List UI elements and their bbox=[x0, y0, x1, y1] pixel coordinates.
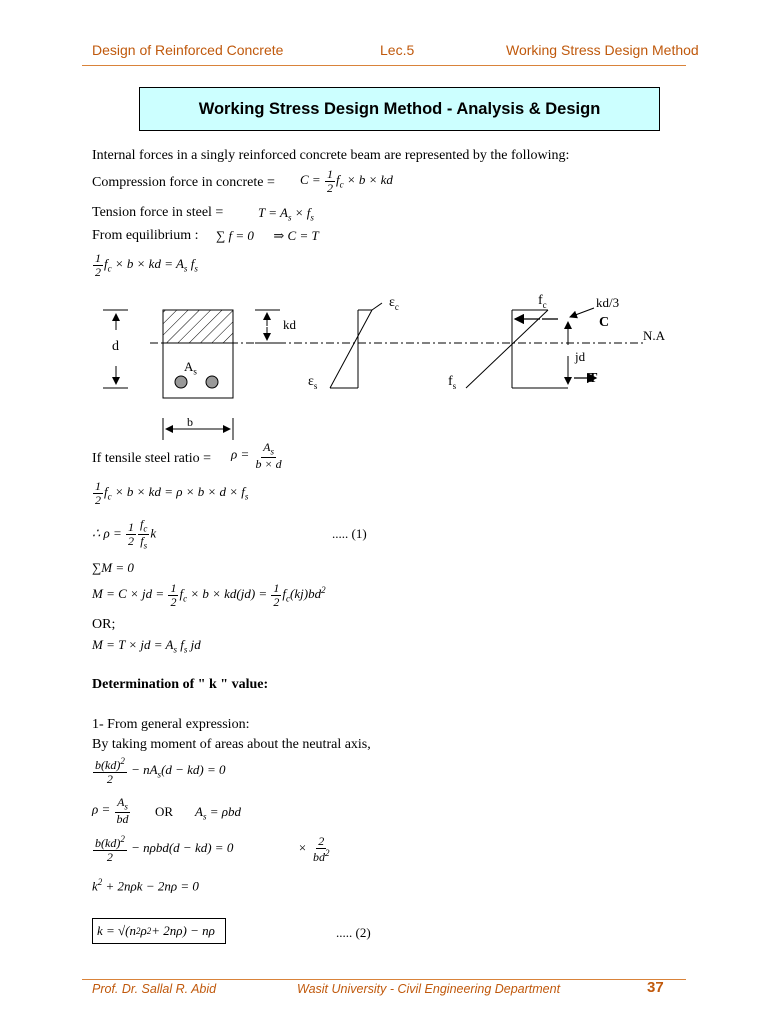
rho-expression-formula: ∴ ρ = $\frac{1}{2}$ $\frac{f_c}{f_s}$ k bbox=[92, 517, 157, 551]
label-concrete-strain: $\varepsilon_c$ bbox=[389, 295, 399, 312]
label-compression-force: C bbox=[599, 315, 610, 330]
strain-diagram bbox=[330, 303, 382, 388]
header-section-title: Working Stress Design Method bbox=[506, 42, 699, 58]
k-solution-formula-box: k = √(n 2 ρ 2 + 2nρ) − nρ bbox=[92, 918, 226, 944]
label-concrete-stress: $f_c$ bbox=[538, 293, 547, 310]
moment-tension-formula: M = T × jd = $A_s$ $f_s$ jd bbox=[92, 637, 201, 655]
equilibrium-formula: ∑ f = 0 ⇒ C = T bbox=[216, 228, 319, 243]
moment-compression-formula: M = C × jd = $\frac{1}{2}$ $f_c \times b \times kd(jd)$ = $\frac{1}{2}$ $f_c(kj)bd^2$ bbox=[92, 581, 326, 609]
label-tension-force: T bbox=[588, 371, 598, 386]
footer-rule bbox=[82, 979, 686, 980]
step-1-description: By taking moment of areas about the neutral axis, bbox=[92, 737, 371, 752]
steel-area-formula: $A_s = \rho bd$ bbox=[195, 804, 241, 822]
or-inline-label: OR bbox=[155, 804, 174, 819]
label-width: b bbox=[187, 415, 193, 429]
section-heading-k: Determination of " k " value: bbox=[92, 677, 269, 692]
label-steel-strain: $\varepsilon_s$ bbox=[308, 374, 318, 391]
rho-definition-formula: ρ = $\frac{A_s}{bd}$ bbox=[92, 795, 129, 826]
tension-label: Tension force in steel = bbox=[92, 205, 224, 220]
equilibrium-label: From equilibrium : bbox=[92, 228, 199, 243]
header-lecture-number: Lec.5 bbox=[380, 42, 415, 58]
intro-text: Internal forces in a singly reinforced concrete beam are represented by the following: bbox=[92, 148, 570, 163]
footer-author: Prof. Dr. Sallal R. Abid bbox=[92, 982, 217, 996]
rebar-right bbox=[206, 376, 218, 388]
page-title: Working Stress Design Method - Analysis & Design bbox=[139, 87, 660, 131]
compression-formula: C = $\frac{1}{2}$ $f_c \times b$ × kd bbox=[300, 167, 393, 195]
tension-formula: $T = A_s \times f_s$ bbox=[258, 205, 314, 223]
steel-ratio-formula: ρ = $\frac{A_s}{b \times d}$ bbox=[231, 440, 282, 471]
step-1-text: 1- From general expression: bbox=[92, 717, 250, 732]
quadratic-formula: $k^2 + 2n\rho k - 2n\rho = 0$ bbox=[92, 877, 199, 894]
kd-dimension bbox=[255, 310, 280, 343]
label-neutral-axis: N.A bbox=[643, 328, 666, 343]
label-kd-over-3: kd/3 bbox=[596, 295, 620, 310]
compression-label: Compression force in concrete = bbox=[92, 175, 275, 190]
width-dimension bbox=[163, 415, 233, 440]
tensile-ratio-label: If tensile steel ratio = bbox=[92, 451, 212, 466]
equilibrium-expanded-formula: $\frac{1}{2}$ $f_c \times b$ × kd = $A_s$ $f_s$ bbox=[95, 251, 198, 279]
label-depth: d bbox=[112, 339, 119, 354]
label-steel-stress: $f_s$ bbox=[448, 374, 457, 391]
neutral-axis-moment-formula: $\frac{b(kd)^2}{2}$ − $nA_s(d - kd) = 0$ bbox=[95, 756, 226, 786]
label-steel-area: $A_s$ bbox=[184, 359, 197, 377]
page-number: 37 bbox=[647, 979, 664, 996]
substituted-formula: $\frac{b(kd)^2}{2}$ − nρbd(d − kd) = 0 bbox=[95, 834, 234, 864]
equation-1-tag: ..... (1) bbox=[332, 526, 367, 541]
compression-zone-hatch bbox=[163, 310, 233, 343]
label-kd: kd bbox=[283, 317, 296, 332]
or-label: OR; bbox=[92, 617, 116, 632]
rebar-left bbox=[175, 376, 187, 388]
label-lever-arm: jd bbox=[575, 349, 586, 364]
moment-sum-formula: ∑M = 0 bbox=[92, 560, 134, 575]
footer-institution: Wasit University - Civil Engineering Department bbox=[297, 982, 561, 996]
stress-diagram bbox=[466, 308, 596, 388]
equation-2-tag: ..... (2) bbox=[336, 925, 371, 940]
force-balance-formula: $\frac{1}{2}$ $f_c \times b$ × kd = $\rho \times b \times d \times f_s$ bbox=[95, 479, 249, 507]
multiplier-formula: × $\frac{2}{bd^2}$ bbox=[298, 834, 330, 864]
header-course-title: Design of Reinforced Concrete bbox=[92, 42, 284, 58]
